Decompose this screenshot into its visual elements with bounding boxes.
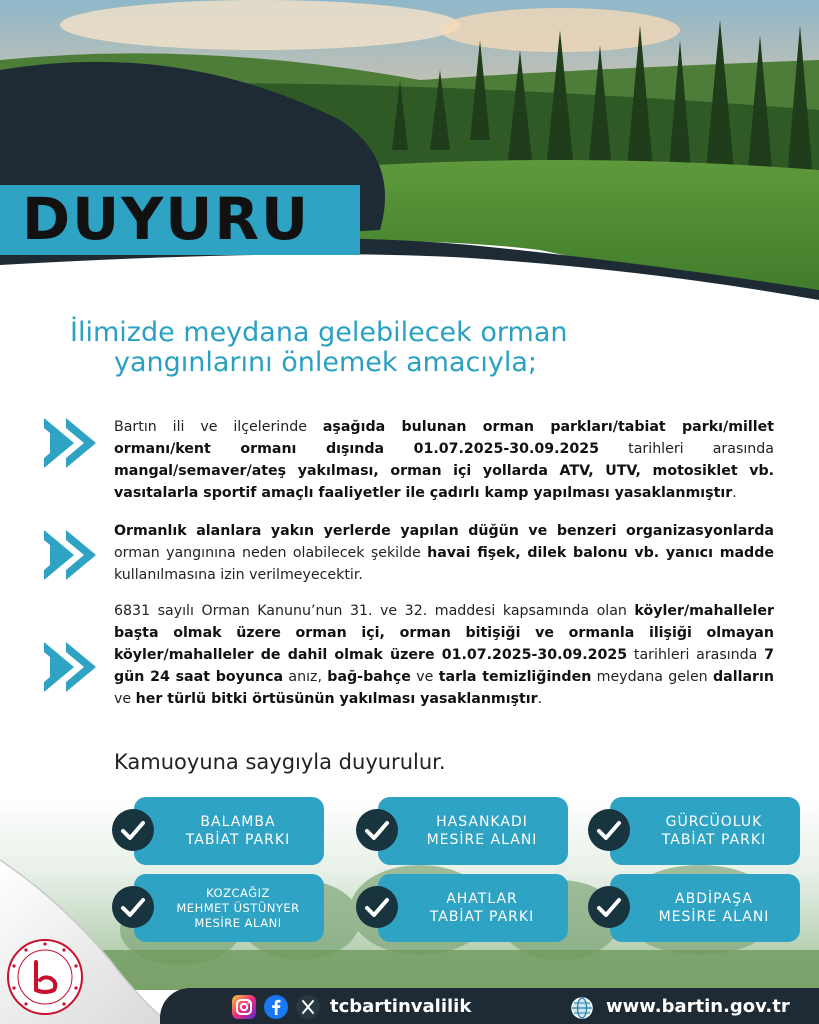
area-type-line: TABİAT PARKI: [661, 832, 767, 848]
globe-icon: [570, 996, 594, 1020]
double-arrow-icon: [44, 418, 104, 468]
area-badge-abdipasa: [610, 874, 800, 942]
bartin-valiligi-seal-logo: [6, 938, 84, 1016]
area-badge-balamba: [134, 797, 324, 865]
double-arrow-icon: [44, 530, 104, 580]
forest-hero-image: [0, 0, 819, 300]
website-link[interactable]: www.bartin.gov.tr: [606, 996, 790, 1017]
area-badge-hasankadi: [378, 797, 568, 865]
area-name-line-2: MEHMET ÜSTÜNYER: [176, 900, 300, 915]
area-name-line: ABDİPAŞA: [675, 891, 753, 907]
area-badge-gurcuoluk: [610, 797, 800, 865]
paragraph-2: Ormanlık alanlara yakın yerlerde yapılan düğün ve benzeri organizasyonlarda orman yangınına neden olabilecek şekilde havai fişek, dilek balonu vb. yanıcı madde kullanılmasına izin verilmeyecektir.: [114, 523, 774, 583]
facebook-icon[interactable]: [264, 995, 288, 1019]
social-handle[interactable]: tcbartinvalilik: [330, 996, 472, 1017]
paragraph-1: Bartın ili ve ilçelerinde aşağıda bulunan orman parkları/tabiat parkı/millet ormanı/kent ormanı dışında 01.07.2025-30.09.2025 tarihleri arasında mangal/semaver/ateş yakılması, orman içi yollarda ATV, UTV, motosiklet vb. vasıtalarla sportif amaçlı faaliyetler ile çadırlı kamp yapılması yasaklanmıştır.: [114, 419, 774, 501]
area-type-line: MESİRE ALANI: [194, 915, 282, 930]
check-icon: [588, 809, 630, 851]
check-icon: [588, 886, 630, 928]
paragraph-3: 6831 sayılı Orman Kanunu’nun 31. ve 32. maddesi kapsamında olan köyler/mahalleler başta olmak üzere orman içi, orman bitişiği ve ormanla ilişiği olmayan köyler/mahalleler de dahil olmak üzere 01.07.2025-30.09.2025 tarihleri arasında 7 gün 24 saat boyunca anız, bağ-bahçe ve tarla temizliğinden meydana gelen dalların ve her türlü bitki örtüsünün yakılması yasaklanmıştır.: [114, 603, 774, 707]
area-badge-ahatlar: [378, 874, 568, 942]
closing-statement: Kamuoyuna saygıyla duyurulur.: [114, 750, 446, 774]
area-name-line: AHATLAR: [446, 891, 518, 907]
area-type-line: TABİAT PARKI: [429, 909, 535, 925]
check-icon: [112, 809, 154, 851]
x-icon[interactable]: [296, 995, 320, 1019]
headline: [70, 318, 690, 378]
headline-line-1: İlimizde meydana gelebilecek orman: [70, 317, 568, 348]
check-icon: [356, 886, 398, 928]
area-name-line: KOZCAĞIZ: [206, 885, 270, 900]
area-name-line: HASANKADI: [436, 814, 528, 830]
instagram-icon[interactable]: [232, 995, 256, 1019]
area-name-line: BALAMBA: [200, 814, 276, 830]
area-type-line: MESİRE ALANI: [426, 832, 538, 848]
check-icon: [356, 809, 398, 851]
banner-title: DUYURU: [22, 185, 311, 253]
area-type-line: MESİRE ALANI: [658, 909, 770, 925]
area-type-line: TABİAT PARKI: [185, 832, 291, 848]
headline-line-2: yangınlarını önlemek amacıyla;: [114, 347, 537, 378]
double-arrow-icon: [44, 642, 104, 692]
area-name-line: GÜRCÜOLUK: [665, 814, 763, 830]
